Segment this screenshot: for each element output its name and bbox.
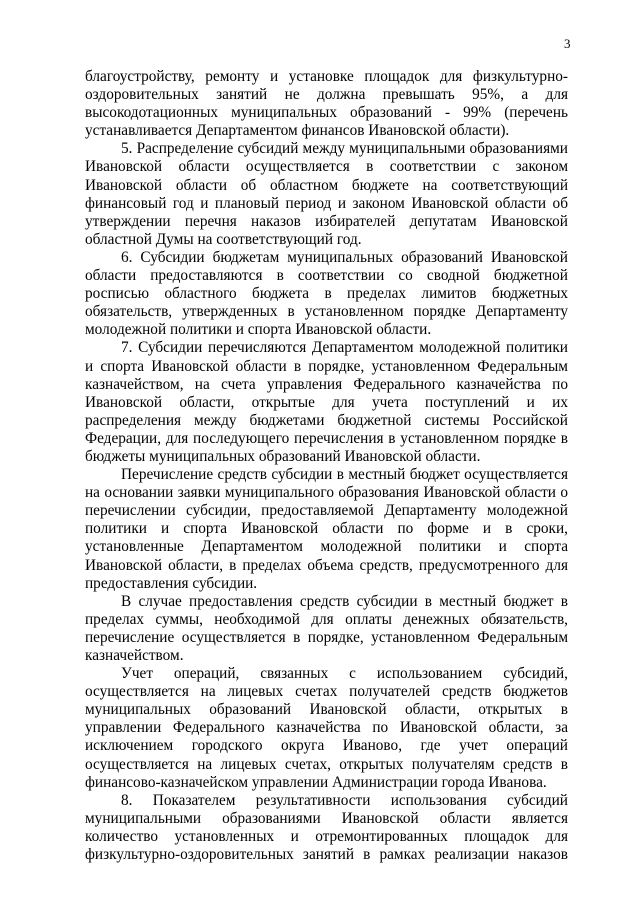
paragraph-continuation: благоустройству, ремонту и установке площадок для физкультурно-оздоровительных занятий не должна превышать 95%, а для высокодотационных муниципальных образований - 99% (перечень устанавливается Департаментом финансов Ивановской области). — [85, 68, 568, 140]
paragraph-accounting: Учет операций, связанных с использованием субсидий, осуществляется на лицевых счетах получателей средств бюджетов муниципальных образований Ивановской области, открытых в управлении Федерального казначейства по Ивановской области, за исключением городского округа Иваново, где учет операций осуществляется на лицевых счетах, открытых получателям средств в финансово-казначейском управлении Администрации города Иванова. — [85, 665, 568, 791]
paragraph-transfer-basis: Перечисление средств субсидии в местный бюджет осуществляется на основании заявки муниципального образования Ивановской области о перечислении субсидии, предоставляемой Департаменту молодежной политики и спорта Ивановской области по форме и в сроки, установленные Департаментом молодежной политики и спорта Ивановской области, в пределах объема средств, предусмотренного для предоставления субсидии. — [85, 466, 568, 592]
paragraph-8-indicator: 8. Показателем результативности использования субсидий муниципальными образованиями Ивановской области является количество установленных и отремонтированных площадок для физкультурно-оздоровительных занятий в рамках реализации наказов — [85, 791, 568, 864]
page-number: 3 — [564, 36, 571, 51]
paragraph-7-transfer: 7. Субсидии перечисляются Департаментом молодежной политики и спорта Ивановской области в порядке, установленном Федеральным казначейством, на счета управления Федерального казначейства по Ивановской области, открытые для учета поступлений и их распределения между бюджетами бюджетной системы Российской Федерации, для последующего перечисления в установленном порядке в бюджеты муниципальных образований Ивановской области. — [85, 339, 568, 465]
paragraph-local-budget: В случае предоставления средств субсидии в местный бюджет в пределах суммы, необходимой для оплаты денежных обязательств, перечисление осуществляется в порядке, установленном Федеральным казначейством. — [85, 592, 568, 664]
paragraph-5-distribution: 5. Распределение субсидий между муниципальными образованиями Ивановской области осуществляется в соответствии с законом Ивановской области об областном бюджете на соответствующий финансовый год и плановый период и законом Ивановской области об утверждении перечня наказов избирателей депутатам Ивановской областной Думы на соответствующий год. — [85, 140, 568, 248]
document-body — [85, 68, 568, 864]
paragraph-6-provision: 6. Субсидии бюджетам муниципальных образований Ивановской области предоставляются в соответствии со сводной бюджетной росписью областного бюджета в пределах лимитов бюджетных обязательств, утвержденных в установленном порядке Департаменту молодежной политики и спорта Ивановской области. — [85, 248, 568, 339]
